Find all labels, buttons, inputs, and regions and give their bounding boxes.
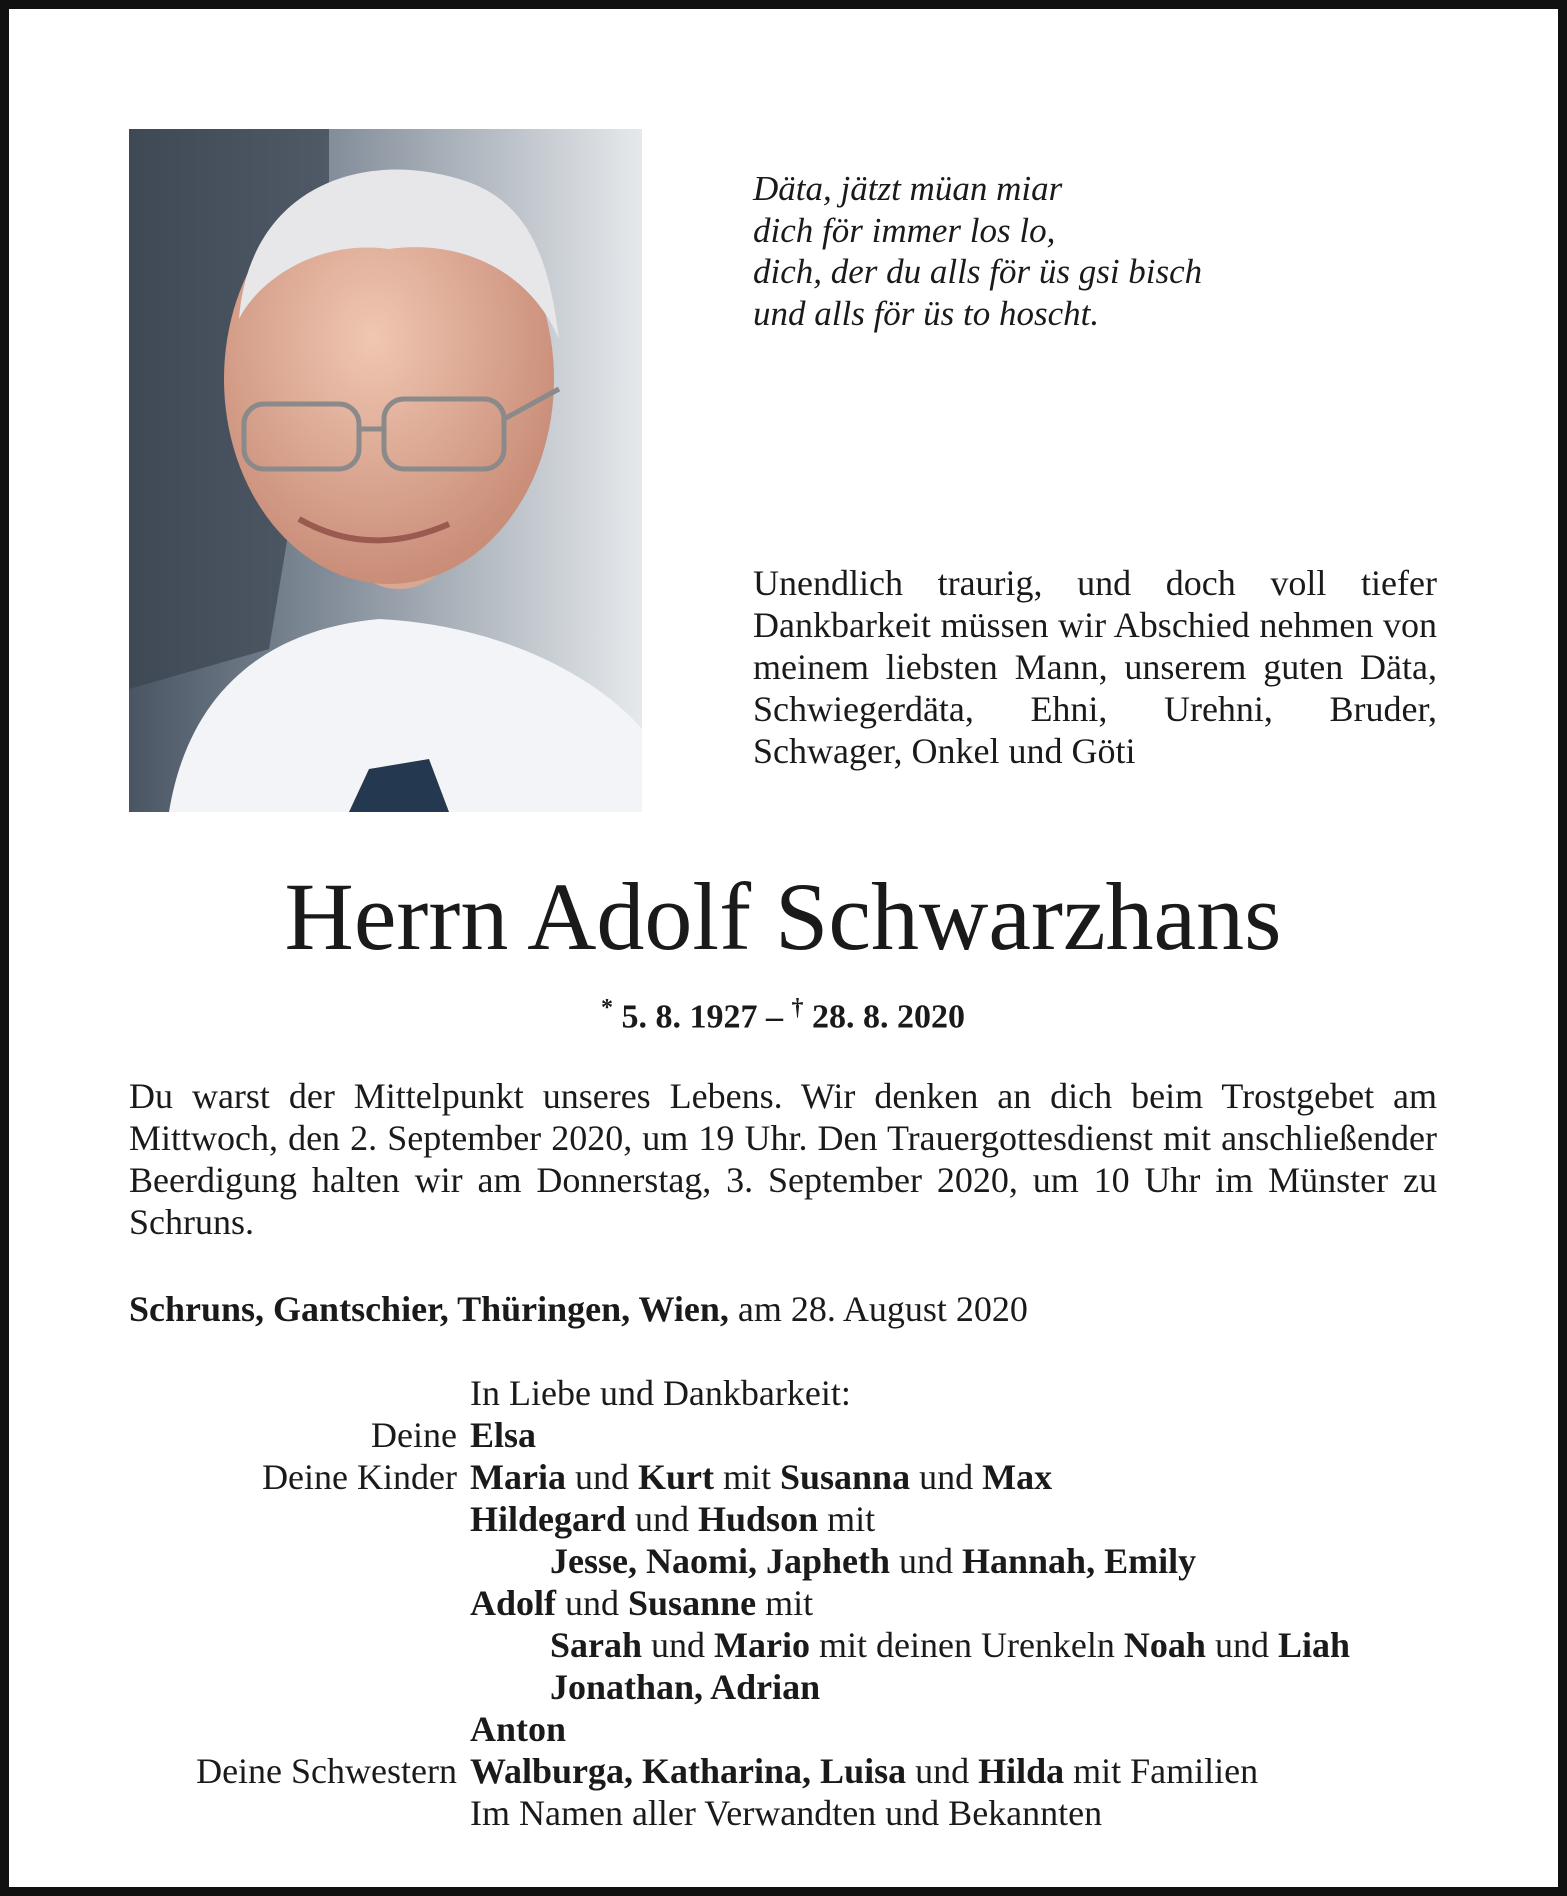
poem-verse — [753, 168, 1437, 334]
birth-date: 5. 8. 1927 — [621, 998, 758, 1036]
signature-heading: In Liebe und Dankbarkeit: — [470, 1373, 851, 1413]
mourner-names — [470, 1792, 1102, 1834]
relation-label — [60, 1540, 457, 1582]
connector-text: und — [910, 1457, 983, 1497]
relation-label — [60, 1582, 457, 1624]
mourner-names — [470, 1414, 536, 1456]
connector-text: mit — [818, 1499, 876, 1539]
mourner-names — [470, 1498, 875, 1540]
mourner-names — [550, 1540, 1196, 1582]
connector-text: und — [642, 1625, 715, 1665]
connector-text: und — [626, 1499, 699, 1539]
mourner-name: Jonathan, Adrian — [550, 1667, 821, 1707]
relation-label — [60, 1498, 457, 1540]
place-date-line — [129, 1288, 1437, 1330]
connector-text: und — [890, 1541, 962, 1581]
death-date: 28. 8. 2020 — [812, 998, 965, 1036]
relation-label — [60, 1372, 457, 1414]
mourner-row — [60, 1498, 1500, 1540]
mourner-name: Susanne — [628, 1583, 757, 1623]
mourner-name: Walburga, Katharina, Luisa — [470, 1751, 907, 1791]
poem-line: dich, der du alls för üs gsi bisch — [753, 252, 1203, 291]
mourner-row — [60, 1792, 1500, 1834]
mourner-names — [470, 1582, 813, 1624]
mourner-name: Jesse, Naomi, Japheth — [550, 1541, 890, 1581]
notice-date: am 28. August 2020 — [728, 1289, 1028, 1329]
mourner-name: Mario — [714, 1625, 810, 1665]
connector-text: mit deinen Urenkeln — [810, 1625, 1124, 1665]
funeral-info-paragraph: Du warst der Mittelpunkt unseres Lebens. Wir denken an dich beim Trostgebet am Mittwoch, den 2. September 2020, um 19 Uhr. Den Trauergottesdienst mit anschließender Beerdigung halten wir am Donnerstag, 3. September 2020, um 10 Uhr im Münster zu Schruns. — [129, 1076, 1437, 1242]
connector-text: und — [565, 1457, 638, 1497]
mourner-name: Max — [982, 1457, 1053, 1497]
mourner-row — [60, 1456, 1500, 1498]
birth-symbol: * — [601, 995, 613, 1021]
mourner-name: Kurt — [637, 1457, 714, 1497]
mourner-row — [60, 1666, 1500, 1708]
connector-text: mit Familien — [1064, 1751, 1259, 1791]
relation-label — [60, 1708, 457, 1750]
signature-heading-row — [60, 1372, 1500, 1414]
mourner-name: Maria — [470, 1457, 566, 1497]
mourner-name: Anton — [470, 1709, 567, 1749]
portrait-photo — [129, 129, 642, 812]
mourner-row — [60, 1414, 1500, 1456]
mourner-names — [470, 1750, 1258, 1792]
places: Schruns, Gantschier, Thüringen, Wien, — [129, 1289, 729, 1329]
mourner-name: Hildegard — [470, 1499, 627, 1539]
death-symbol: † — [791, 995, 804, 1021]
mourner-name: Susanna — [779, 1457, 911, 1497]
poem-line: dich för immer los lo, — [753, 210, 1056, 250]
mourner-row — [60, 1750, 1500, 1792]
mourner-name: Noah — [1123, 1625, 1206, 1665]
life-dates — [129, 995, 1437, 1036]
mourner-row — [60, 1540, 1500, 1582]
signature-block — [60, 1372, 1500, 1834]
relation-label — [60, 1792, 457, 1834]
poem-line: und alls för üs to hoscht. — [753, 293, 1100, 333]
mourner-row — [60, 1624, 1500, 1666]
mourner-name: Hudson — [698, 1499, 819, 1539]
date-separator: – — [766, 998, 783, 1036]
connector-text: und — [556, 1583, 629, 1623]
mourner-names — [470, 1456, 1052, 1498]
mourner-name: Elsa — [470, 1415, 537, 1455]
mourner-names — [550, 1624, 1350, 1666]
connector-text: mit — [713, 1457, 780, 1497]
mourner-names — [550, 1666, 820, 1708]
poem-line: Däta, jätzt müan miar — [753, 169, 1063, 208]
connector-text: Im Namen aller Verwandten und Bekannten — [470, 1793, 1103, 1833]
mourner-name: Hilda — [978, 1751, 1065, 1791]
mourner-row — [60, 1582, 1500, 1624]
connector-text: mit — [756, 1583, 814, 1623]
relation-label: Deine — [371, 1415, 457, 1455]
intro-paragraph: Unendlich traurig, und doch voll tiefer Dankbarkeit müssen wir Abschied nehmen von meinem liebsten Mann, unserem guten Däta, Schwiegerdäta, Ehni, Urehni, Bruder, Schwager, Onkel und Göti — [753, 563, 1437, 771]
relation-label: Deine Kinder — [262, 1457, 457, 1497]
relation-label — [60, 1624, 457, 1666]
mourner-name: Hannah, Emily — [962, 1541, 1197, 1581]
connector-text: und — [906, 1751, 979, 1791]
relation-label: Deine Schwestern — [196, 1751, 457, 1791]
connector-text: und — [1205, 1625, 1278, 1665]
relation-label — [60, 1666, 457, 1708]
mourner-name: Sarah — [550, 1625, 643, 1665]
mourner-names — [470, 1708, 566, 1750]
mourner-name: Adolf — [470, 1583, 557, 1623]
mourner-name: Liah — [1277, 1625, 1350, 1665]
mourner-row — [60, 1708, 1500, 1750]
deceased-name: Herrn Adolf Schwarzhans — [284, 863, 1282, 970]
